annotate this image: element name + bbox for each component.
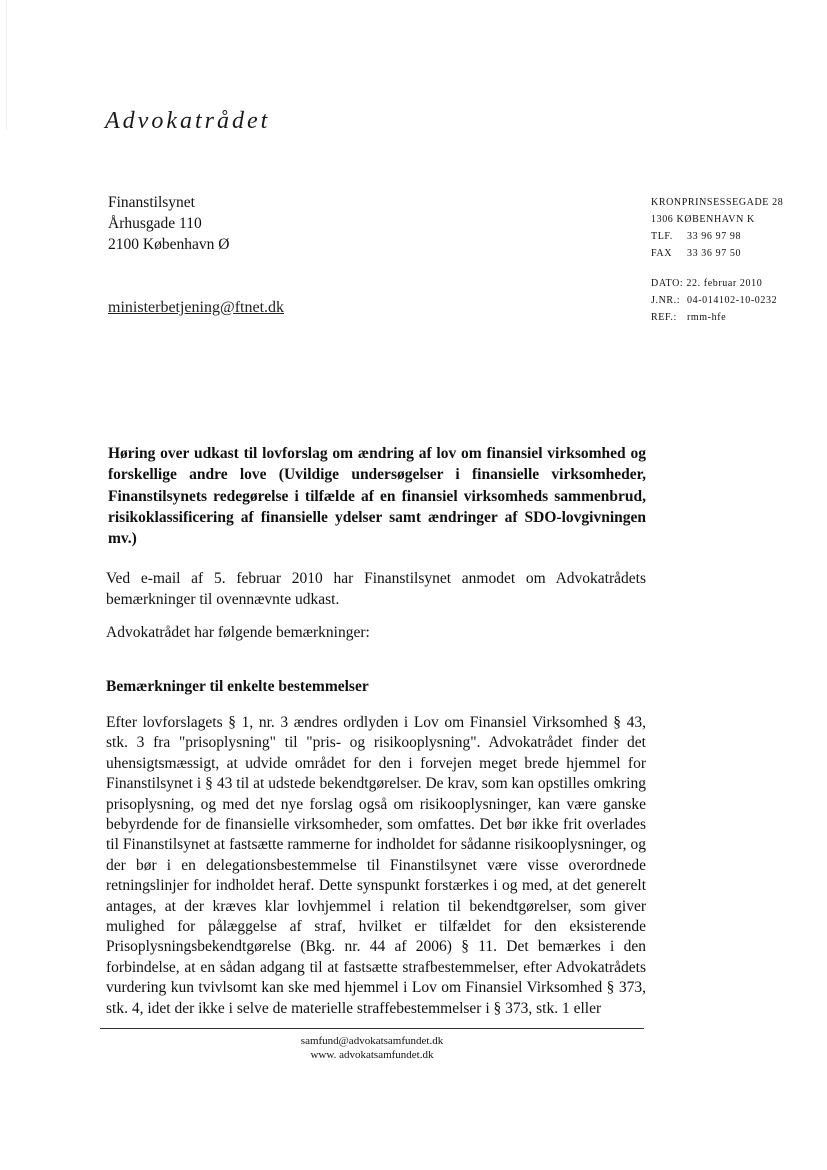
- footer-divider: [100, 1028, 644, 1029]
- recipient-city: 2100 København Ø: [108, 236, 230, 253]
- recipient-address: [108, 192, 229, 255]
- reference: [651, 309, 783, 326]
- sender-street: KRONPRINSESSEGADE 28: [651, 197, 784, 208]
- body-paragraph-2: Advokatrådet har følgende bemærkninger:: [106, 624, 370, 641]
- jnr-label: J.NR.:: [651, 295, 681, 306]
- letterhead-logo: Advokatrådet: [105, 108, 271, 134]
- recipient-street: Århusgade 110: [108, 215, 202, 232]
- recipient-name: Finanstilsynet: [108, 194, 195, 211]
- sender-fax: [651, 245, 783, 262]
- ref-value: rmm-hfe: [687, 312, 727, 323]
- phone-label: TLF.: [651, 231, 673, 242]
- fax-value: 33 36 97 50: [687, 248, 742, 259]
- jnr-value: 04-014102-10-0232: [687, 295, 778, 306]
- page-footer: [100, 1034, 644, 1062]
- sender-phone: [651, 228, 783, 245]
- scan-margin-line: [6, 0, 7, 130]
- sender-city: 1306 KØBENHAVN K: [651, 214, 755, 225]
- footer-website[interactable]: www. advokatsamfundet.dk: [310, 1049, 434, 1061]
- letter-date: DATO: 22. februar 2010: [651, 278, 763, 289]
- footer-email[interactable]: samfund@advokatsamfundet.dk: [300, 1035, 444, 1047]
- phone-value: 33 96 97 98: [687, 231, 742, 242]
- fax-label: FAX: [651, 248, 673, 259]
- body-paragraph-3: Efter lovforslagets § 1, nr. 3 ændres ordlyden i Lov om Finansiel Virksomhed § 43, stk. 3 fra "prisoplysning" til "pris- og risikooplysning". Advokatrådet finder det uhensigtsmæssigt, at udvide området for den i forvejen meget brede hjemmel for Finanstilsynet i § 43 til at udstede bekendtgørelser. De krav, som kan opstilles omkring prisoplysning, og med det nye forslag også om risikooplysninger, kan være ganske bebyrdende for de finansielle virksomheder, som omfattes. Det bør ikke frit overlades til Finanstilsynet at fastsætte rammerne for indholdet for sådanne risikooplysninger, og der bør i en delegationsbestemmelse til Finanstilsynet være visse overordnede retningslinjer for indholdet heraf. Dette synspunkt forstærkes i og med, at det generelt antages, at der kræves klar lovhjemmel i relation til bekendtgørelser, som giver mulighed for pålæggelse af straf, hvilket er tilfældet for den eksisterende Prisoplysningsbekendtgørelse (Bkg. nr. 44 af 2006) § 11. Det bemærkes i den forbindelse, at en sådan adgang til at fastsætte strafbestemmelser, efter Advokatrådets vurdering kun tvivlsomt kan ske med hjemmel i Lov om Finansiel Virksomhed § 373, stk. 4, idet der ikke i selve de materielle straffebestemmelser i § 373, stk. 1 eller: [106, 714, 646, 1017]
- body-paragraph-1: Ved e-mail af 5. februar 2010 har Finanstilsynet anmodet om Advokatrådets bemærkninger til ovennævnte udkast.: [106, 570, 646, 608]
- section-heading: Bemærkninger til enkelte bestemmelser: [106, 678, 369, 695]
- ref-label: REF.:: [651, 312, 677, 323]
- letter-subject: Høring over udkast til lovforslag om ændring af lov om finansiel virksomhed og forskellige andre love (Uvildige undersøgelser i finansielle virksomheder, Finanstilsynets redegørelse i tilfælde af en finansiel virksomheds sammenbrud, risikoklassificering af finansielle ydelser samt ændringer af SDO-lovgivningen mv.): [108, 445, 646, 548]
- journal-number: [651, 292, 783, 309]
- recipient-email-link[interactable]: ministerbetjening@ftnet.dk: [108, 299, 285, 316]
- sender-info: [651, 194, 783, 326]
